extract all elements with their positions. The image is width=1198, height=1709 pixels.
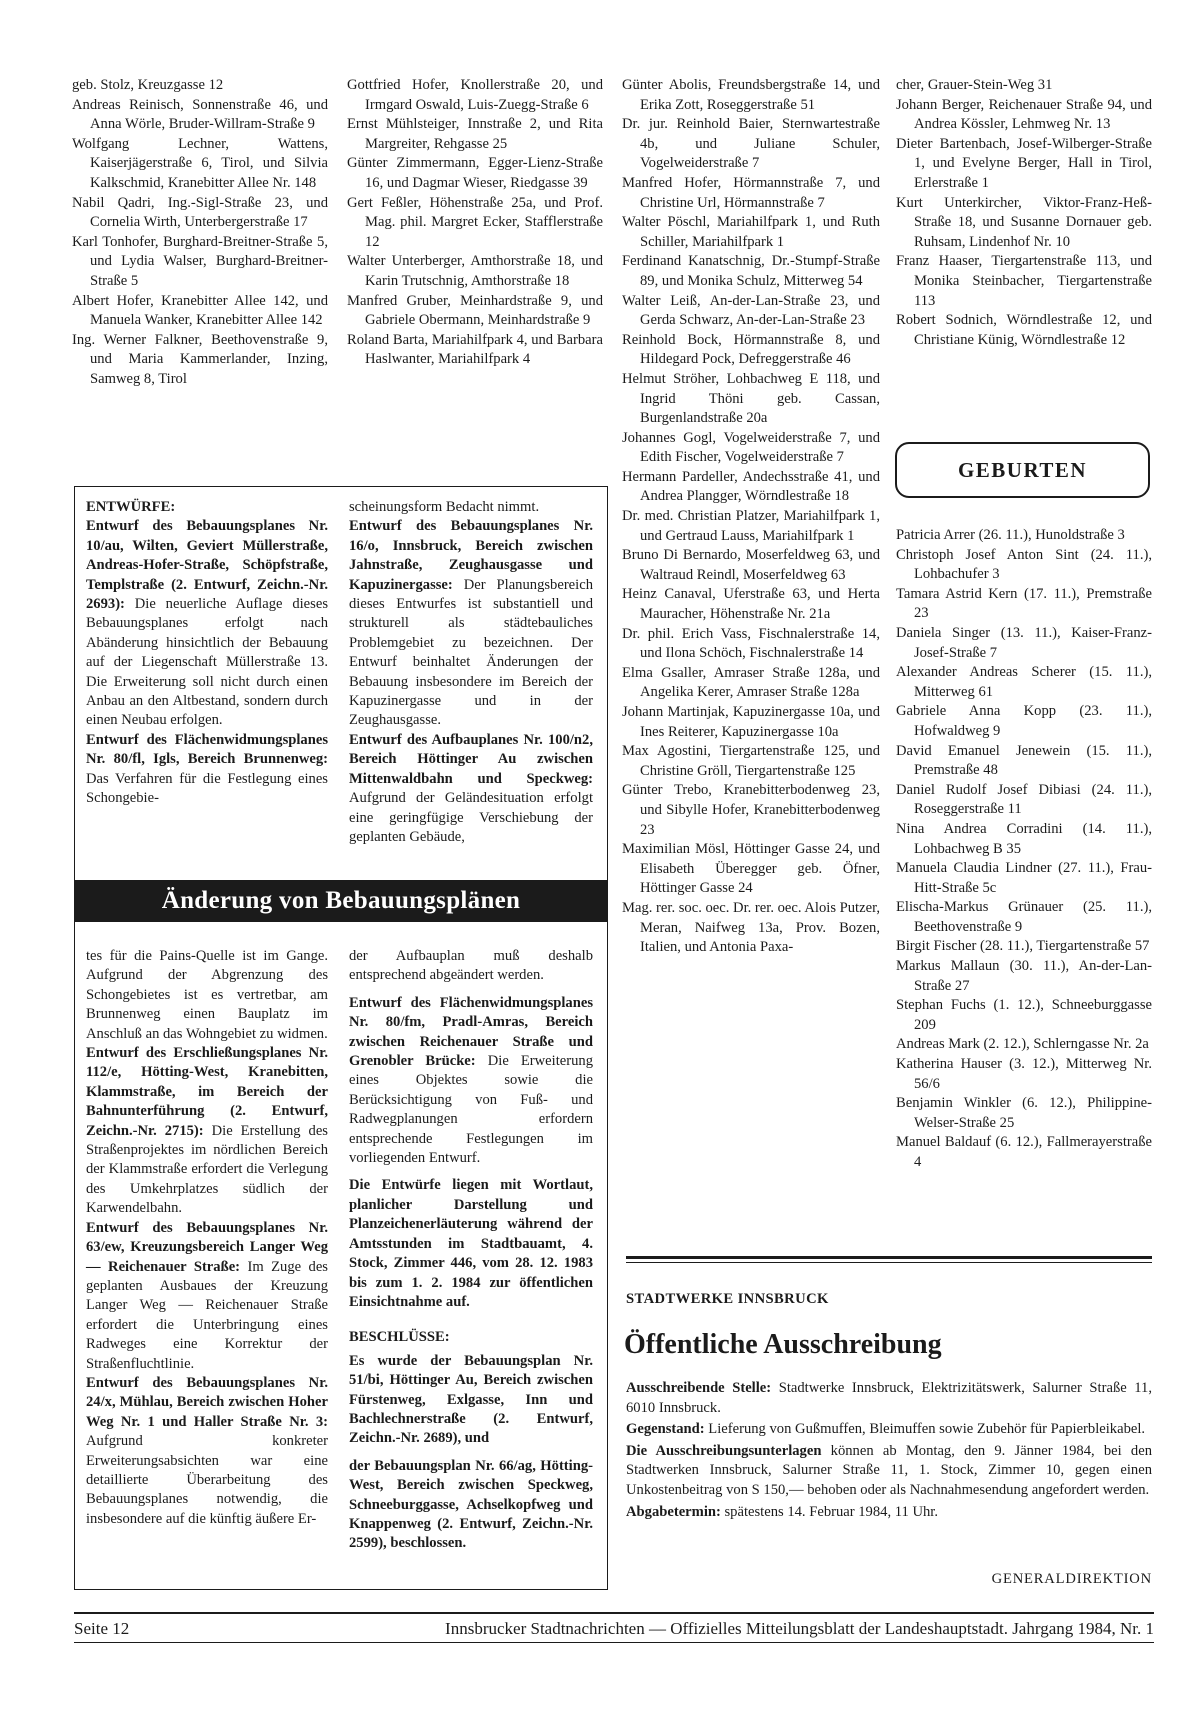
signature: GENERALDIREKTION <box>991 1571 1152 1587</box>
article-paragraph <box>626 1420 1152 1440</box>
list-item: Kurt Unterkircher, Viktor-Franz-Heß-Straße 18, und Susanne Dornauer geb. Ruhsam, Lindenhof Nr. 10 <box>896 194 1152 250</box>
list-item: Heinz Canaval, Uferstraße 63, und Herta Mauracher, Höhenstraße Nr. 21a <box>622 586 880 623</box>
list-item: Günter Zimmermann, Egger-Lienz-Straße 16, und Dagmar Wieser, Riedgasse 39 <box>347 155 603 191</box>
paragraph-body: spätestens 14. Februar 1984, 11 Uhr. <box>720 1503 938 1520</box>
list-item: Mag. rer. soc. oec. Dr. rer. oec. Alois Putzer, Meran, Naifweg 13a, Prov. Bozen, Italien, und Antonia Paxa- <box>622 899 880 956</box>
publication-line: Innsbrucker Stadtnachrichten — Offizielles Mitteilungsblatt der Landeshauptstadt. Jahrgang 1984, Nr. 1 <box>445 1619 1154 1638</box>
list-item: Helmut Ströher, Lohbachweg E 118, und Ingrid Thöni geb. Cassan, Burgenlandstraße 20a <box>622 370 880 427</box>
list-item: Patricia Arrer (26. 11.), Hunoldstraße 3 <box>896 527 1125 543</box>
list-item: Günter Trebo, Kranebitterbodenweg 23, und Sibylle Hofer, Kranebitterbodenweg 23 <box>622 782 880 838</box>
list-item: Bruno Di Bernardo, Moserfeldweg 63, und Waltraud Reindl, Moserfeldweg 63 <box>622 547 880 583</box>
list-item: Elma Gsaller, Amraser Straße 128a, und Angelika Kerer, Amraser Straße 128a <box>622 664 880 701</box>
list-item: Karl Tonhofer, Burghard-Breitner-Straße 5, und Lydia Walser, Burghard-Breitner-Straße 5 <box>72 233 328 289</box>
article-paragraph <box>626 1503 1152 1523</box>
footer-rule <box>74 1642 1154 1643</box>
list-item: cher, Grauer-Stein-Weg 31 <box>896 77 1053 93</box>
list-item: Dr. phil. Erich Vass, Fischnalerstraße 14, und Ilona Schöch, Fischnalerstraße 14 <box>622 625 880 662</box>
list-item: Johann Martinjak, Kapuzinergasse 10a, und Ines Reiterer, Kapuzinergasse 10a <box>622 704 880 740</box>
list-item: Dieter Bartenbach, Josef-Wilberger-Straße 1, und Evelyne Berger, Hall in Tirol, Erlerstraße 1 <box>896 135 1152 191</box>
list-item: Wolfgang Lechner, Wattens, Kaiserjägerstraße 6, Tirol, und Silvia Kalkschmid, Kranebitter Allee Nr. 148 <box>72 135 328 191</box>
marriages-column-2 <box>347 76 603 370</box>
section-heading-entwuerfe: ENTWÜRFE: <box>86 499 176 515</box>
article-paragraph <box>86 1044 328 1219</box>
paragraph-body: Aufgrund konkreter Erweiterungsabsichten war eine detaillierte Überarbeitung des Bebauungsplanes notwendig, die insbesondere auf die künftig äußere Er- <box>86 1433 328 1527</box>
notice-paragraph: Die Entwürfe liegen mit Wortlaut, planlicher Darstellung und Planzeichenerläuterung während der Amtsstunden im Stadtbauamt, 4. Stock, Zimmer 446, vom 28. 12. 1983 bis zum 1. 2. 1984 zur öffentlichen Einsichtnahme auf. <box>349 1177 593 1310</box>
list-item: Gert Feßler, Höhenstraße 25a, und Prof. Mag. phil. Margret Ecker, Stafflerstraße 12 <box>347 194 603 250</box>
bebauung-column-2-lower <box>349 947 593 1554</box>
paragraph-heading: Entwurf des Bebauungsplanes Nr. 63/ew, Kreuzungsbereich Langer Weg — Reichenauer Straße: <box>86 1219 328 1275</box>
list-item: Alexander Andreas Scherer (15. 11.), Mitterweg 61 <box>896 664 1152 700</box>
list-item: Walter Unterberger, Amthorstraße 18, und Karin Trutschnig, Amthorstraße 18 <box>347 253 603 289</box>
list-item: Manuela Claudia Lindner (27. 11.), Frau-Hitt-Straße 5c <box>896 860 1152 896</box>
paragraph-body: tes für die Pains-Quelle ist im Gange. Aufgrund der Abgrenzung des Schongebietes ist es vertretbar, am Brunnenweg einen Bauplatz im Anschluß an das Wohngebiet zu widmen. <box>86 948 328 1042</box>
section-heading-beschluesse: BESCHLÜSSE: <box>349 1329 450 1346</box>
paragraph-heading: Entwurf des Bebauungsplanes Nr. 16/o, Innsbruck, Bereich zwischen Jahnstraße, Zeughausgasse und Kapuzinergasse: <box>349 518 593 593</box>
bebauung-banner-title: Änderung von Bebauungsplänen <box>161 887 521 914</box>
paragraph-heading: Entwurf des Flächenwidmungsplanes Nr. 80/fl, Igls, Bereich Brunnenweg: <box>86 731 328 768</box>
list-item: Ferdinand Kanatschnig, Dr.-Stumpf-Straße 89, und Monika Schulz, Mitterweg 54 <box>622 253 880 289</box>
list-item: Daniel Rudolf Josef Dibiasi (24. 11.), Roseggerstraße 11 <box>896 781 1152 818</box>
list-item: Markus Mallaun (30. 11.), An-der-Lan-Straße 27 <box>896 958 1152 994</box>
list-item: Reinhold Bock, Hörmannstraße 8, und Hildegard Pock, Defreggerstraße 46 <box>622 331 880 368</box>
list-item: Franz Haaser, Tiergartenstraße 113, und Monika Steinbacher, Tiergartenstraße 113 <box>896 253 1152 309</box>
article-paragraph <box>626 1379 1152 1418</box>
paragraph-heading: Entwurf des Erschließungsplanes Nr. 112/e, Hötting-West, Kranebitten, Klammstraße, im Bereich der Bahnunterführung (2. Entwurf, Zeichn.-Nr. 2715): <box>86 1045 328 1139</box>
list-item: Johannes Gogl, Vogelweiderstraße 7, und Edith Fischer, Vogelweiderstraße 7 <box>622 429 880 466</box>
paragraph-body: scheinungsform Bedacht nimmt. <box>349 499 540 515</box>
paragraph-body: Der Planungsbereich dieses Entwurfes ist substantiell und strukturell als städtebauliches Problemgebiet zu bezeichnen. Der Entwurf beinhaltet Änderungen der Bebauung insbesondere im Bereich der Kapuzinergasse und in der Zeughausgasse. <box>349 576 593 729</box>
list-item: Stephan Fuchs (1. 12.), Schneeburggasse 209 <box>896 997 1152 1033</box>
paragraph-heading: Entwurf des Bebauungsplanes Nr. 24/x, Mühlau, Bereich zwischen Hoher Weg Nr. 1 und Haller Straße Nr. 3: <box>86 1374 328 1430</box>
paragraph-body: der Aufbauplan muß deshalb entsprechend abgeändert werden. <box>349 948 593 984</box>
paragraph-heading: Gegenstand: <box>626 1421 705 1438</box>
births-heading-box <box>895 442 1150 498</box>
article-paragraph <box>86 517 328 730</box>
page-footer <box>74 1619 1154 1639</box>
list-item: Günter Abolis, Freundsbergstraße 14, und Erika Zott, Roseggerstraße 51 <box>622 77 880 113</box>
list-item: Christoph Josef Anton Sint (24. 11.), Lohbachufer 3 <box>896 546 1152 583</box>
paragraph-body: können ab Montag, den 9. Jänner 1984, bei den Stadtwerken Innsbruck, Salurner Straße 11, 1. Stock, Zimmer 10, gegen einen Unkostenbeitrag von S 150,— behoben oder als Nachnahmesendung angefordert werden. <box>626 1442 1152 1498</box>
divider <box>626 1262 1152 1263</box>
divider <box>626 1256 1152 1259</box>
list-item: Robert Sodnich, Wörndlestraße 12, und Christiane Künig, Wörndlestraße 12 <box>896 312 1152 348</box>
paragraph-heading: Die Ausschreibungsunterlagen <box>626 1442 822 1459</box>
list-item: David Emanuel Jenewein (15. 11.), Premstraße 48 <box>896 742 1152 779</box>
article-paragraph <box>349 731 593 847</box>
footer-rule <box>74 1612 1154 1614</box>
list-item: Dr. jur. Reinhold Baier, Sternwartestraße 4b, und Juliane Schuler, Vogelweiderstraße 7 <box>622 116 880 172</box>
article-paragraph <box>349 994 593 1169</box>
list-item: Manfred Hofer, Hörmannstraße 7, und Christine Url, Hörmannstraße 7 <box>622 174 880 211</box>
marriages-column-3 <box>622 76 880 958</box>
births-list <box>896 526 1152 1173</box>
list-item: Tamara Astrid Kern (17. 11.), Premstraße 23 <box>896 585 1152 622</box>
article-paragraph <box>86 1219 328 1374</box>
list-item: geb. Stolz, Kreuzgasse 12 <box>72 77 224 93</box>
list-item: Hermann Pardeller, Andechsstraße 41, und Andrea Plangger, Wörndlestraße 18 <box>622 468 880 505</box>
bebauung-column-2-upper <box>349 498 593 847</box>
list-item: Ing. Werner Falkner, Beethovenstraße 9, und Maria Kammerlander, Inzing, Samweg 8, Tirol <box>72 331 328 387</box>
paragraph-heading: Abgabetermin: <box>626 1503 721 1520</box>
bebauung-column-1-lower <box>86 947 328 1529</box>
list-item: Johann Berger, Reichenauer Straße 94, und Andrea Kössler, Lehmweg Nr. 13 <box>896 96 1152 133</box>
paragraph-heading: Entwurf des Bebauungsplanes Nr. 10/au, Wilten, Geviert Müllerstraße, Andreas-Hofer-Straße, Schöpfstraße, Templstraße (2. Entwurf, Zeichn.-Nr. 2693): <box>86 518 328 613</box>
paragraph-body: Lieferung von Gußmuffen, Bleimuffen sowie Zubehör für Papierbleikabel. <box>704 1421 1146 1438</box>
marriages-column-1 <box>72 76 328 390</box>
paragraph-body: Die Erstellung des Straßenprojektes im nördlichen Bereich der Klammstraße erfordert die Verlegung des Umkehrplatzes südlich der Karwendelbahn. <box>86 1122 328 1217</box>
paragraph-body: Im Zuge des geplanten Ausbaues der Kreuzung Langer Weg — Reichenauer Straße erfordert die Unterbringung eines Radweges eine Korrektur der Straßenfluchtlinie. <box>86 1258 328 1372</box>
list-item: Gabriele Anna Kopp (23. 11.), Hofwaldweg 9 <box>896 703 1152 739</box>
list-item: Manuel Baldauf (6. 12.), Fallmerayerstraße 4 <box>896 1134 1152 1170</box>
list-item: Maximilian Mösl, Höttinger Gasse 24, und Elisabeth Überegger geb. Öfner, Höttinger Gasse 24 <box>622 841 880 897</box>
article-paragraph <box>349 517 593 730</box>
list-item: Walter Leiß, An-der-Lan-Straße 23, und Gerda Schwarz, An-der-Lan-Straße 23 <box>622 292 880 329</box>
list-item: Dr. med. Christian Platzer, Mariahilfpark 1, und Gertraud Lauss, Mariahilfpark 1 <box>622 508 880 544</box>
paragraph-body: Aufgrund der Geländesituation erfolgt eine geringfügige Verschiebung der geplanten Gebäude, <box>349 790 593 845</box>
article-paragraph <box>86 731 328 809</box>
list-item: Nina Andrea Corradini (14. 11.), Lohbachweg B 35 <box>896 820 1152 857</box>
list-item: Andreas Mark (2. 12.), Schlerngasse Nr. 2a <box>896 1036 1149 1053</box>
list-item: Walter Pöschl, Mariahilfpark 1, und Ruth Schiller, Mariahilfpark 1 <box>622 214 880 250</box>
list-item: Andreas Reinisch, Sonnenstraße 46, und Anna Wörle, Bruder-Willram-Straße 9 <box>72 96 328 133</box>
paragraph-heading: Ausschreibende Stelle: <box>626 1380 772 1396</box>
list-item: Katherina Hauser (3. 12.), Mitterweg Nr. 56/6 <box>896 1056 1152 1092</box>
list-item: Ernst Mühlsteiger, Innstraße 2, und Rita Margreiter, Rehgasse 25 <box>347 116 603 152</box>
list-item: Birgit Fischer (28. 11.), Tiergartenstraße 57 <box>896 938 1150 955</box>
paragraph-body: Die Erweiterung eines Objektes sowie die Berücksichtigung von Fuß- und Radwegplanungen erfordern entsprechende Festlegungen im vorliegenden Entwurf. <box>349 1053 593 1167</box>
resolution-paragraph: der Bebauungsplan Nr. 66/ag, Hötting-West, Bereich zwischen Speckweg, Schneeburggasse, Achselkopfweg und Knappenweg (2. Entwurf, Zeichn.-Nr. 2599), beschlossen. <box>349 1457 593 1552</box>
list-item: Nabil Qadri, Ing.-Sigl-Straße 23, und Cornelia Wirth, Unterbergerstraße 17 <box>72 194 328 231</box>
list-item: Manfred Gruber, Meinhardstraße 9, und Gabriele Obermann, Meinhardstraße 9 <box>347 292 603 329</box>
paragraph-body: Das Verfahren für die Festlegung eines Schongebie- <box>86 770 328 807</box>
bebauung-banner <box>74 880 608 922</box>
list-item: Roland Barta, Mariahilfpark 4, und Barbara Haslwanter, Mariahilfpark 4 <box>347 331 603 368</box>
paragraph-heading: Entwurf des Flächenwidmungsplanes Nr. 80/fm, Pradl-Amras, Bereich zwischen Reichenauer Straße und Grenobler Brücke: <box>349 994 593 1070</box>
resolution-paragraph: Es wurde der Bebauungsplan Nr. 51/bi, Höttinger Au, Bereich zwischen Fürstenweg, Exlgasse, Inn und Bachlechnerstraße (2. Entwurf, Zeichn.-Nr. 2689), und <box>349 1352 593 1447</box>
list-item: Daniela Singer (13. 11.), Kaiser-Franz-Josef-Straße 7 <box>896 624 1152 661</box>
tender-title: Öffentliche Ausschreibung <box>624 1329 942 1360</box>
tender-body <box>626 1379 1152 1524</box>
page-number: Seite 12 <box>74 1619 130 1638</box>
bebauung-column-1-upper <box>86 498 328 809</box>
article-paragraph <box>626 1442 1152 1501</box>
list-item: Elischa-Markus Grünauer (25. 11.), Beethovenstraße 9 <box>896 899 1152 935</box>
marriages-column-4 <box>896 76 1152 350</box>
stadtwerke-label: STADTWERKE INNSBRUCK <box>626 1291 829 1307</box>
list-item: Max Agostini, Tiergartenstraße 125, und Christine Gröll, Tiergartenstraße 125 <box>622 743 880 779</box>
paragraph-heading: Entwurf des Aufbauplanes Nr. 100/n2, Bereich Höttinger Au zwischen Mittenwaldbahn und Speckweg: <box>349 731 593 787</box>
births-heading: GEBURTEN <box>957 457 1088 482</box>
paragraph-body: Stadtwerke Innsbruck, Elektrizitätswerk, Salurner Straße 11, 6010 Innsbruck. <box>626 1380 1152 1416</box>
article-paragraph <box>86 1374 328 1529</box>
paragraph-body: Die neuerliche Auflage dieses Bebauungsplanes erfolgt nach Abänderung hinsichtlich der Bebauung auf der Liegenschaft Müllerstraße 13. Die Erweiterung soll nicht durch einen Anbau an den Altbestand, sondern durch einen Neubau erfolgen. <box>86 596 328 729</box>
list-item: Benjamin Winkler (6. 12.), Philippine-Welser-Straße 25 <box>896 1095 1152 1131</box>
list-item: Gottfried Hofer, Knollerstraße 20, und Irmgard Oswald, Luis-Zuegg-Straße 6 <box>347 77 603 113</box>
list-item: Albert Hofer, Kranebitter Allee 142, und Manuela Wanker, Kranebitter Allee 142 <box>72 292 328 329</box>
